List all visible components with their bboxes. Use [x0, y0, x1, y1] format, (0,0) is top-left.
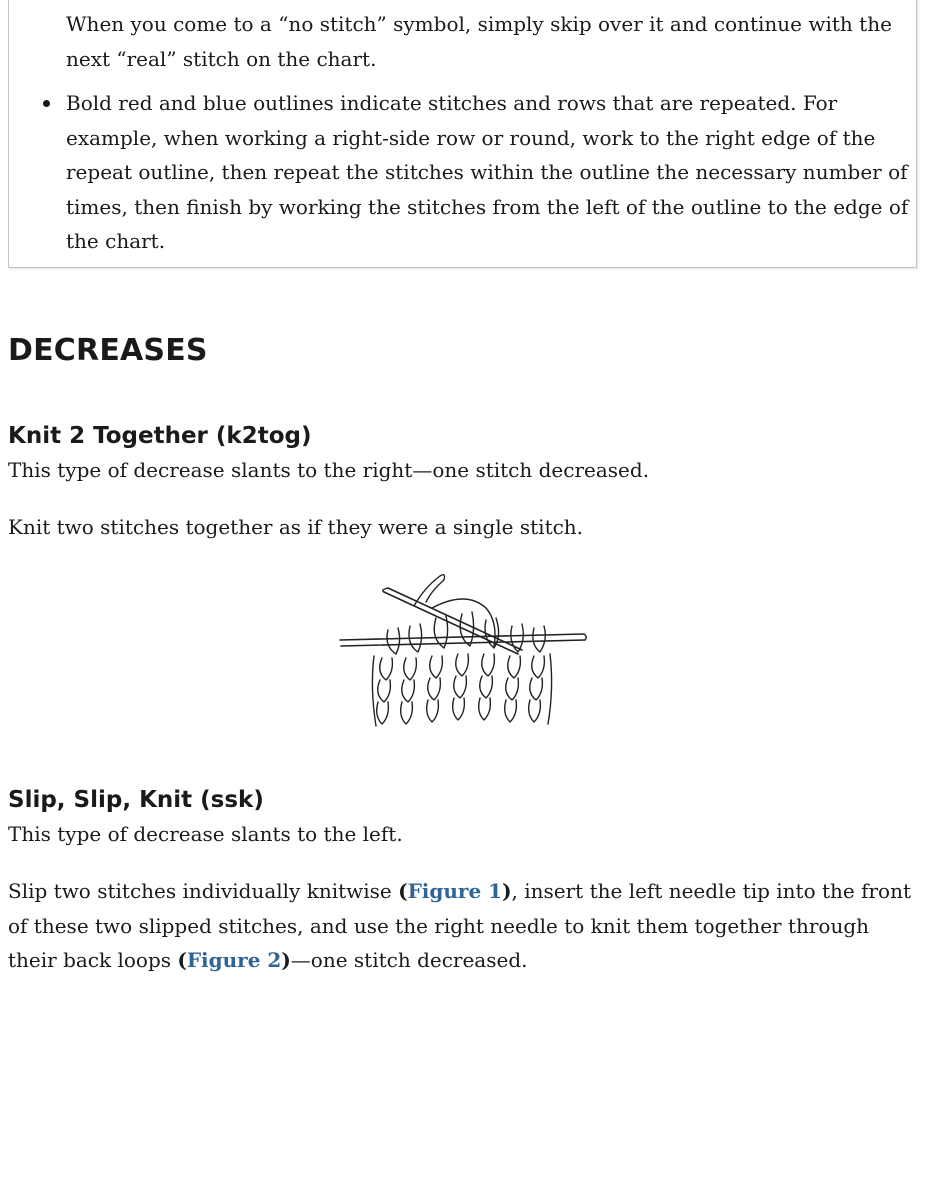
ssk-text-part3: —one stitch decreased. [290, 948, 528, 972]
ssk-text-part1: Slip two stitches individually knitwise [8, 879, 399, 903]
figure-2-link[interactable]: Figure 2 [186, 948, 282, 972]
open-paren: ( [177, 948, 187, 972]
close-paren: ) [281, 948, 291, 972]
figure-1-link[interactable]: Figure 1 [407, 879, 503, 903]
ssk-heading: Slip, Slip, Knit (ssk) [8, 787, 264, 813]
k2tog-instruction: Knit two stitches together as if they were a single stitch. [8, 515, 584, 539]
k2tog-heading: Knit 2 Together (k2tog) [8, 423, 312, 449]
bullet-icon [43, 100, 50, 107]
note-callout-box [8, 0, 917, 268]
ssk-instruction [8, 874, 920, 978]
open-paren: ( [398, 879, 408, 903]
k2tog-description: This type of decrease slants to the right—one stitch decreased. [8, 458, 650, 482]
close-paren: ) [502, 879, 512, 903]
ssk-text-part2: , insert the left needle tip into the front of these two slipped stitches, and use the right needle to knit them together through their back loops [8, 879, 912, 972]
callout-bullet-item: Bold red and blue outlines indicate stitches and rows that are repeated. For example, when working a right-side row or round, work to the right edge of the repeat outline, then repeat the stitches within the outline the necessary number of times, then finish by working the stitches from the left of the outline to the edge of the chart. [66, 91, 909, 253]
callout-paragraph: When you come to a “no stitch” symbol, simply skip over it and continue with the next “real” stitch on the chart. [66, 12, 892, 71]
k2tog-illustration [336, 568, 588, 732]
section-title: DECREASES [8, 333, 208, 368]
ssk-description: This type of decrease slants to the left. [8, 822, 403, 846]
